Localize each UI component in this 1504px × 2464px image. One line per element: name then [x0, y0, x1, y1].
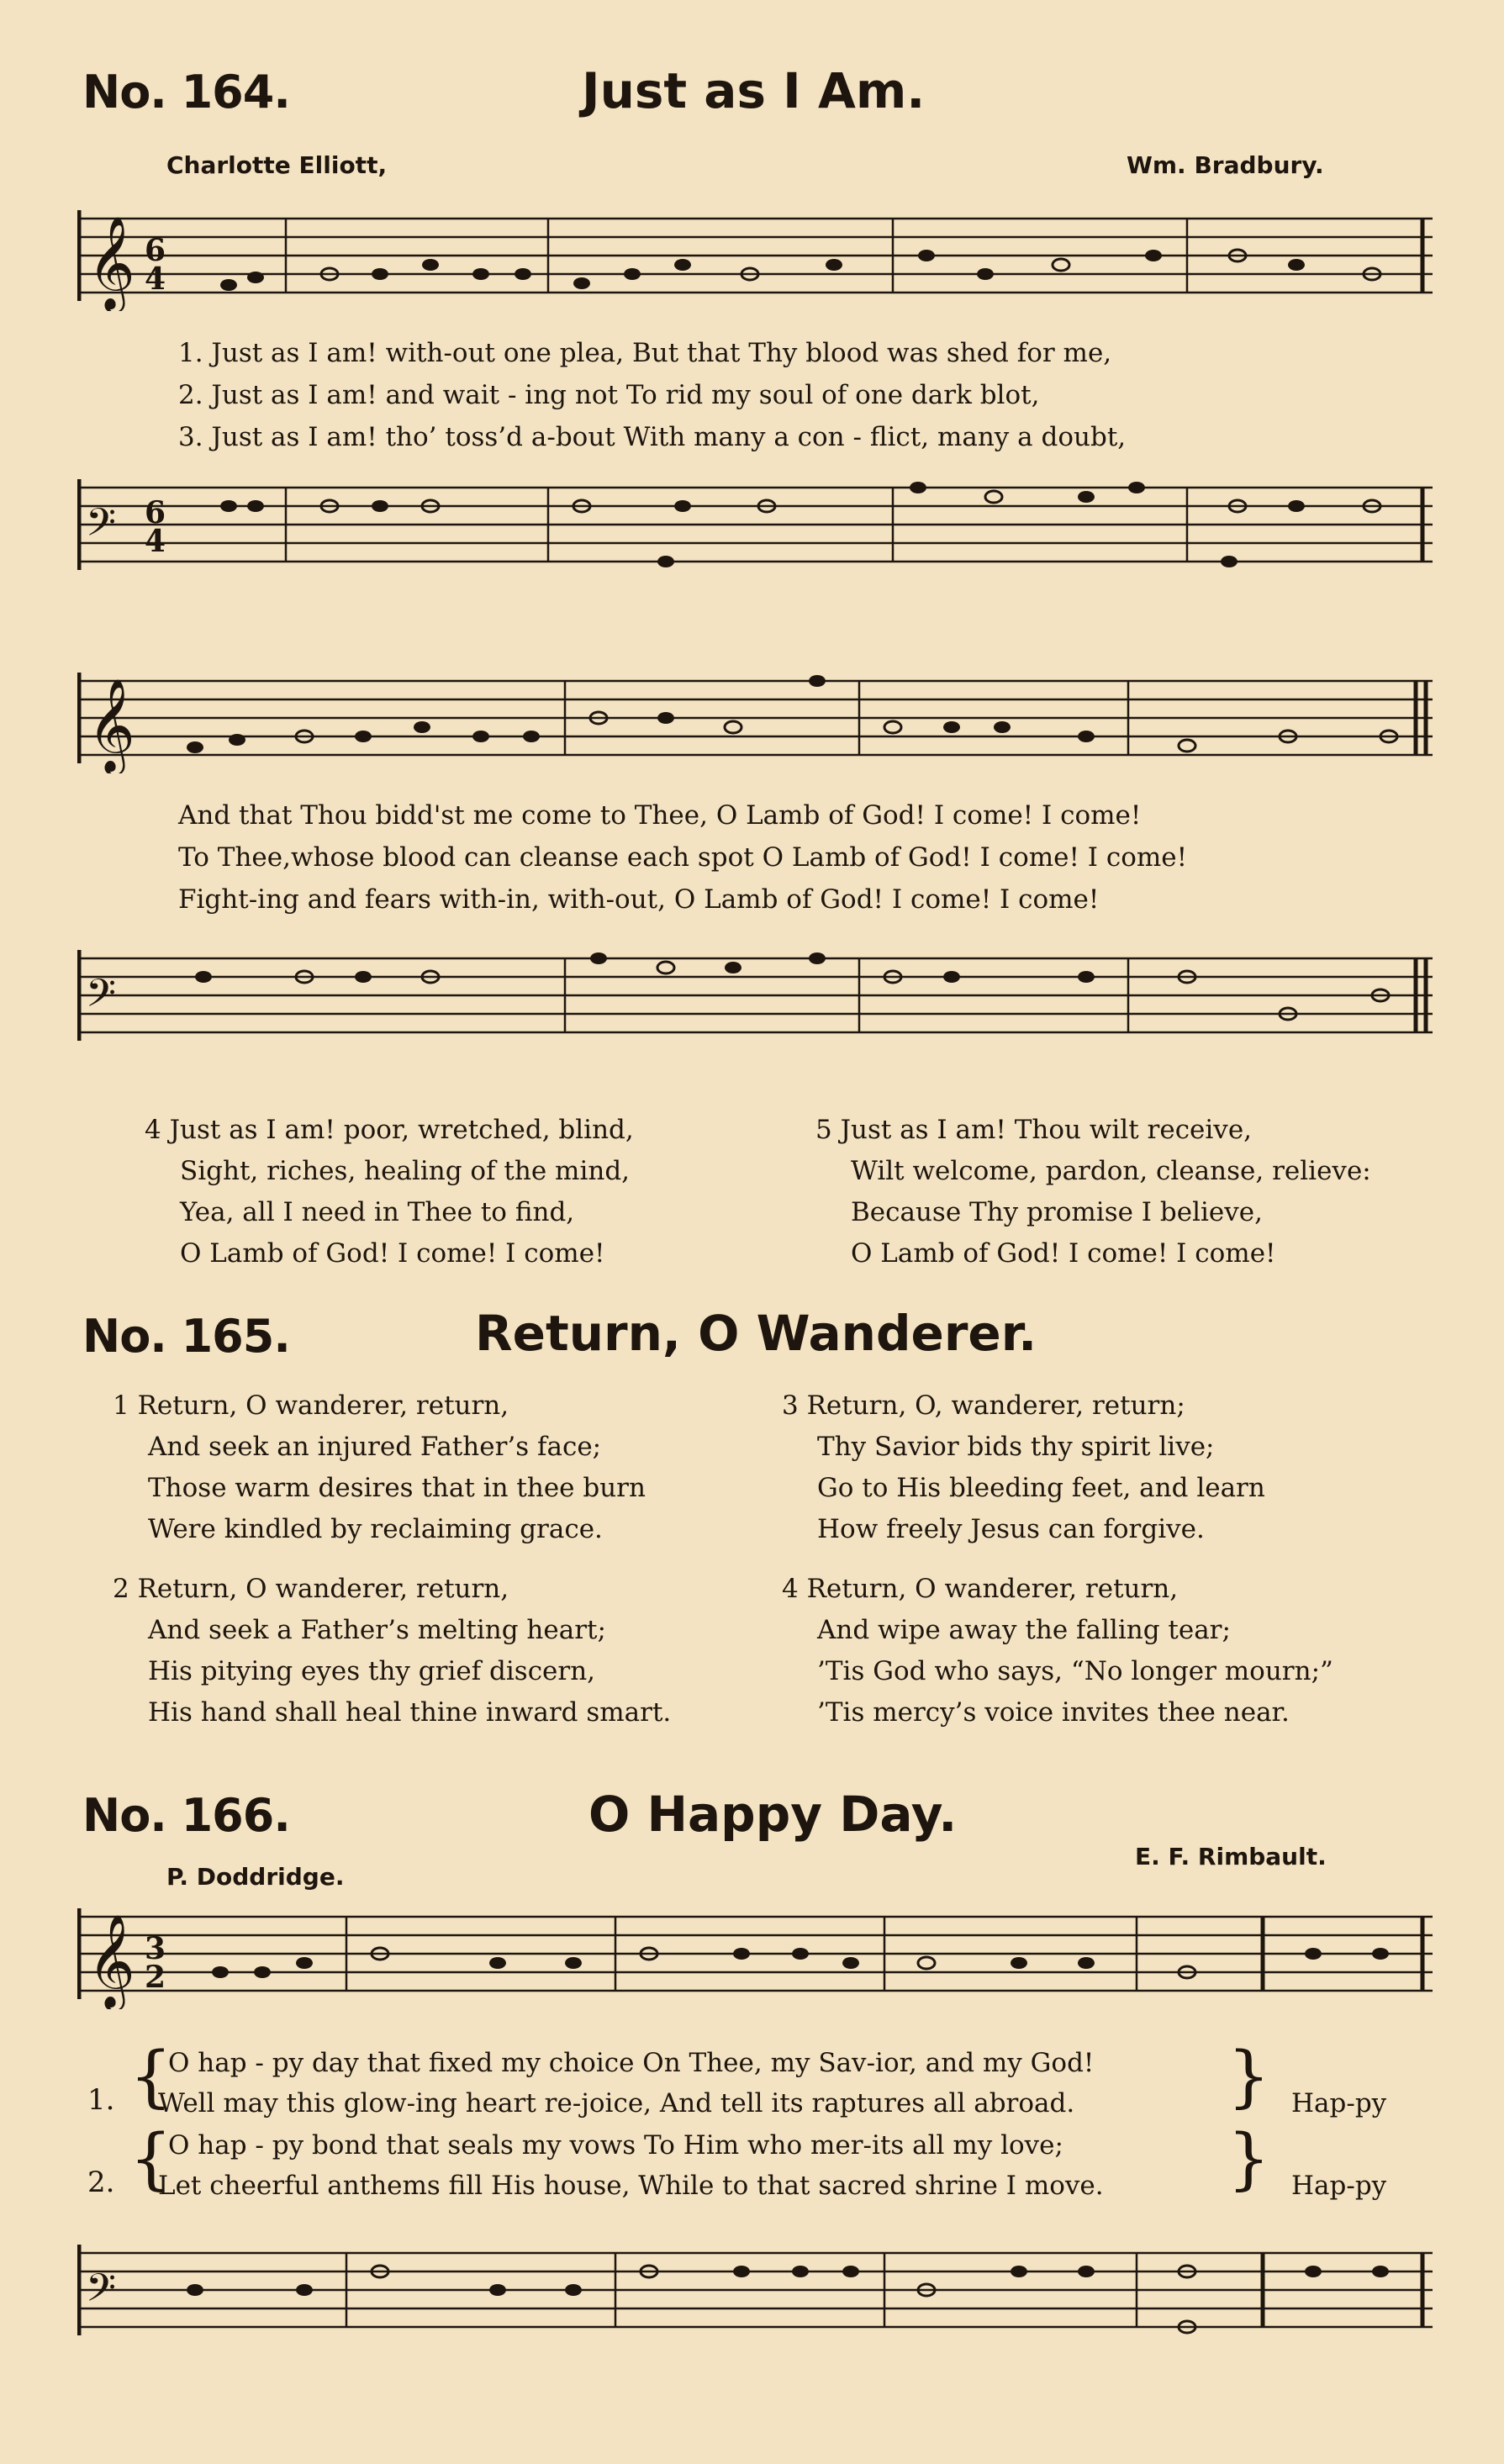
stanza-line: And seek a Father’s melting heart; — [148, 1615, 606, 1645]
svg-text:𝄞: 𝄞 — [87, 678, 135, 772]
hymn-166-title: O Happy Day. — [588, 1786, 958, 1843]
stanza-line: Sight, riches, healing of the mind, — [180, 1156, 631, 1186]
hymn-166-verse-2-label: 2. — [87, 2166, 115, 2199]
svg-text:𝄢: 𝄢 — [86, 500, 117, 555]
hymn-164-verse-5 — [815, 1110, 1371, 1274]
stanza-line: His hand shall heal thine inward smart. — [148, 1697, 672, 1728]
stanza-line: Because Thy promise I believe, — [851, 1197, 1263, 1227]
hymn-164-s2-line-1: And that Thou bidd'st me come to Thee, O Lamb of God! I come! I come! — [178, 800, 1142, 831]
hymn-164-s1-line-1: 1. Just as I am! with-out one plea, But that Thy blood was shed for me, — [178, 338, 1112, 368]
stanza-line: 1 Return, O wanderer, return, — [113, 1390, 509, 1421]
hymn-166-number: No. 166. — [82, 1789, 290, 1842]
verse-brace: } — [1227, 2119, 1270, 2198]
hymn-165-number: No. 165. — [82, 1310, 290, 1363]
hymn-165-title: Return, O Wanderer. — [475, 1305, 1037, 1362]
stanza-line: O Lamb of God! I come! I come! — [180, 1238, 605, 1269]
staff-bass — [77, 942, 1433, 1059]
stanza-line: ’Tis God who says, “No longer mourn;” — [817, 1656, 1333, 1686]
stanza-line: 5 Just as I am! Thou wilt receive, — [815, 1115, 1253, 1145]
svg-text:6: 6 — [145, 495, 166, 530]
hymn-166-verse-1-label: 1. — [87, 2083, 115, 2117]
stanza-line: O Lamb of God! I come! I come! — [851, 1238, 1276, 1269]
svg-text:𝄞: 𝄞 — [87, 1913, 135, 2008]
staff-treble — [77, 1900, 1433, 2009]
hymn-166-v1-line-1: O hap - py day that fixed my choice On Thee, my Sav-ior, and my God! — [168, 2048, 1095, 2078]
svg-text:𝄢: 𝄢 — [86, 971, 117, 1026]
stanza-line: His pitying eyes thy grief discern, — [148, 1656, 596, 1686]
stanza-line: 2 Return, O wanderer, return, — [113, 1574, 509, 1604]
hymn-166-v2-line-2: Let cheerful anthems fill His house, While to that sacred shrine I move. — [158, 2171, 1104, 2201]
hymn-164-s2-line-2: To Thee,whose blood can cleanse each spot O Lamb of God! I come! I come! — [178, 842, 1188, 873]
verse-brace: } — [1227, 2037, 1270, 2115]
stanza-line: And wipe away the falling tear; — [817, 1615, 1231, 1645]
hymn-164-s1-line-3: 3. Just as I am! tho’ toss’d a-bout With many a con - flict, many a doubt, — [178, 422, 1127, 452]
stanza-line: Yea, all I need in Thee to find, — [180, 1197, 575, 1227]
svg-text:2: 2 — [145, 1960, 166, 1995]
verse-brace: { — [129, 2119, 172, 2198]
hymn-164-s2-line-3: Fight-ing and fears with-in, with-out, O Lamb of God! I come! I come! — [178, 884, 1100, 915]
hymn-166-lyricist: P. Doddridge. — [166, 1863, 345, 1891]
stanza-line: Go to His bleeding feet, and learn — [817, 1473, 1265, 1503]
hymn-164-title: Just as I Am. — [582, 62, 926, 119]
hymn-166-v1-line-2: Well may this glow-ing heart re-joice, And tell its raptures all abroad. — [158, 2088, 1075, 2118]
verse-brace: { — [129, 2037, 172, 2115]
stanza-line: How freely Jesus can forgive. — [817, 1514, 1205, 1544]
hymn-166-v2-line-1: O hap - py bond that seals my vows To Him who mer-its all my love; — [168, 2130, 1063, 2161]
stanza-line: Thy Savior bids thy spirit live; — [817, 1432, 1215, 1462]
stanza-line: 4 Return, O wanderer, return, — [782, 1574, 1179, 1604]
hymn-165-verse-1 — [113, 1385, 646, 1550]
hymn-166-refrain-word-1: Hap-py — [1291, 2088, 1387, 2118]
hymn-164-number: No. 164. — [82, 66, 290, 119]
stanza-line: Were kindled by reclaiming grace. — [148, 1514, 603, 1544]
svg-text:4: 4 — [145, 524, 166, 559]
hymn-165-verse-2 — [113, 1569, 671, 1733]
stanza-line: 3 Return, O, wanderer, return; — [782, 1390, 1185, 1421]
hymn-165-verse-3 — [782, 1385, 1265, 1550]
stanza-line: ’Tis mercy’s voice invites thee near. — [817, 1697, 1290, 1728]
stanza-line: Wilt welcome, pardon, cleanse, relieve: — [851, 1156, 1371, 1186]
hymn-164-verse-4 — [145, 1110, 634, 1274]
staff-treble — [77, 202, 1433, 311]
svg-text:𝄞: 𝄞 — [87, 215, 135, 309]
hymn-165-verse-4 — [782, 1569, 1333, 1733]
staff-treble — [77, 664, 1433, 773]
staff-bass — [77, 471, 1433, 588]
hymn-164-composer: Wm. Bradbury. — [1127, 151, 1324, 179]
hymn-164-s1-line-2: 2. Just as I am! and wait - ing not To rid my soul of one dark blot, — [178, 380, 1040, 410]
svg-text:𝄢: 𝄢 — [86, 2266, 117, 2320]
hymn-164-lyricist: Charlotte Elliott, — [166, 151, 388, 179]
svg-text:6: 6 — [145, 233, 166, 268]
hymn-166-composer: E. F. Rimbault. — [1135, 1843, 1327, 1870]
svg-text:3: 3 — [145, 1931, 166, 1966]
staff-bass — [77, 2236, 1433, 2362]
hymn-166-refrain-word-2: Hap-py — [1291, 2171, 1387, 2201]
stanza-line: Those warm desires that in thee burn — [148, 1473, 646, 1503]
stanza-line: And seek an injured Father’s face; — [148, 1432, 602, 1462]
svg-text:4: 4 — [145, 261, 166, 297]
stanza-line: 4 Just as I am! poor, wretched, blind, — [145, 1115, 634, 1145]
